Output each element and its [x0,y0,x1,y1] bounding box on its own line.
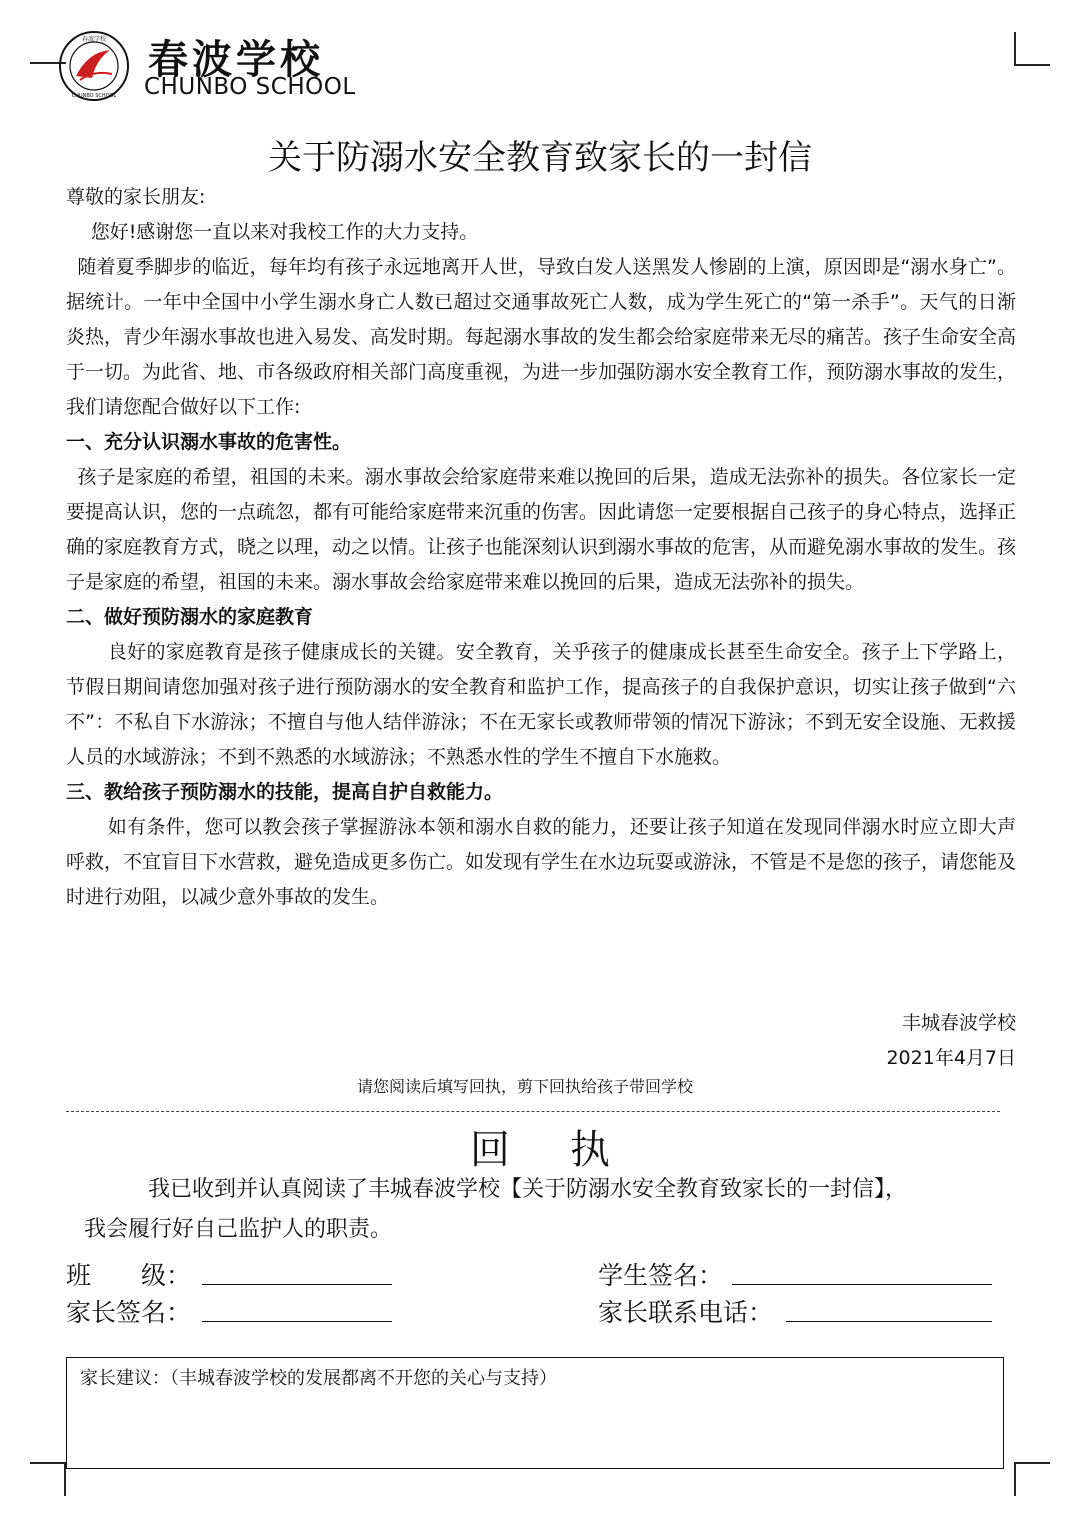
greeting: 您好!感谢您一直以来对我校工作的大力支持。 [90,221,479,243]
receipt-confirm-line-1: 我已收到并认真阅读了丰城春波学校【关于防溺水安全教育致家长的一封信】， [148,1177,908,1202]
intro-paragraph: 随着夏季脚步的临近，每年均有孩子永远地离开人世，导致白发人送黑发人惨剧的上演，原因即是“溺水身亡”。据统计。一年中全国中小学生溺水身亡人数已超过交通事故死亡人数，成为学生死亡的“第一杀手”。天气的日渐炎热，青少年溺水事故也进入易发、高发时期。每起溺水事故的发生都会给家庭带来无尽的痛苦。孩子生命安全高于一切。为此省、地、市各级政府相关部门高度重视，为进一步加强防溺水安全教育工作，预防溺水事故的发生，我们请您配合做好以下工作: [66,256,1017,418]
crop-mark-top-right-v [1014,32,1016,66]
cut-line [66,1111,1000,1112]
letter-body [66,180,1016,915]
letter-title: 关于防溺水安全教育致家长的一封信 [268,138,812,178]
student-sign-label: 学生签名： [598,1261,724,1290]
school-name-en: CHUNBO SCHOOL [144,74,356,100]
section-heading-2: 二、做好预防溺水的家庭教育 [66,606,314,628]
date: 2021年4月7日 [886,1047,1016,1069]
section-text-3: 如有条件，您可以教会孩子掌握游泳本领和溺水自救的能力，还要让孩子知道在发现同伴溺水时应立即大声呼救，不宜盲目下水营救，避免造成更多伤亡。如发现有学生在水边玩耍或游泳，不管是不是您的孩子，请您能及时进行劝阻，以减少意外事故的发生。 [66,816,1017,908]
class-label: 班 级： [66,1261,192,1290]
crop-mark-top-right-h [1014,64,1050,66]
section-text-2: 良好的家庭教育是孩子健康成长的关键。安全教育，关乎孩子的健康成长甚至生命安全。孩子上下学路上，节假日期间请您加强对孩子进行预防溺水的安全教育和监护工作，提高孩子的自我保护意识，切实让孩子做到“六不”：不私自下水游泳；不擅自与他人结伴游泳；不在无家长或教师带领的情况下游泳；不到无安全设施、无救援人员的水域游泳；不到不熟悉的水域游泳；不熟悉水性的学生不擅自下水施救。 [66,641,1016,768]
receipt-title: 回执 [470,1127,670,1173]
parent-phone-label: 家长联系电话： [598,1298,774,1327]
section-heading-1: 一、充分认识溺水事故的危害性。 [66,431,352,453]
crop-mark-bottom-right-h [1014,1462,1050,1464]
suggestion-label: 家长建议：（丰城春波学校的发展都离不开您的关心与支持） [80,1368,557,1389]
salutation: 尊敬的家长朋友: [66,186,206,208]
cut-note: 请您阅读后填写回执，剪下回执给孩子带回学校 [356,1077,693,1096]
parent-phone-input-line[interactable] [786,1321,992,1322]
crop-mark-bottom-right-v [1014,1462,1016,1496]
signature: 丰城春波学校 [901,1012,1016,1034]
class-input-line[interactable] [202,1284,392,1285]
crop-mark-bottom-left-h [30,1462,66,1464]
logo-ring-text: 春波学校 [81,36,107,43]
parent-sign-label: 家长签名： [66,1298,192,1327]
section-text-1: 孩子是家庭的希望，祖国的未来。溺水事故会给家庭带来难以挽回的后果，造成无法弥补的损失。各位家长一定要提高认识，您的一点疏忽，都有可能给家庭带来沉重的伤害。因此请您一定要根据自己孩子的身心特点，选择正确的家庭教育方式，晓之以理，动之以情。让孩子也能深刻认识到溺水事故的危害，从而避免溺水事故的发生。孩子是家庭的希望，祖国的未来。溺水事故会给家庭带来难以挽回的后果，造成无法弥补的损失。 [66,466,1017,593]
student-sign-input-line[interactable] [732,1284,992,1285]
logo-ring-text-en: CHUNBO SCHOOL [71,93,117,99]
parent-sign-input-line[interactable] [202,1321,392,1322]
school-logo [58,30,130,102]
section-heading-3: 三、教给孩子预防溺水的技能，提高自护自救能力。 [66,781,504,803]
school-name-cn: 春波学校 [148,36,324,83]
receipt-confirm-line-2: 我会履行好自己监护人的职责。 [84,1217,393,1242]
